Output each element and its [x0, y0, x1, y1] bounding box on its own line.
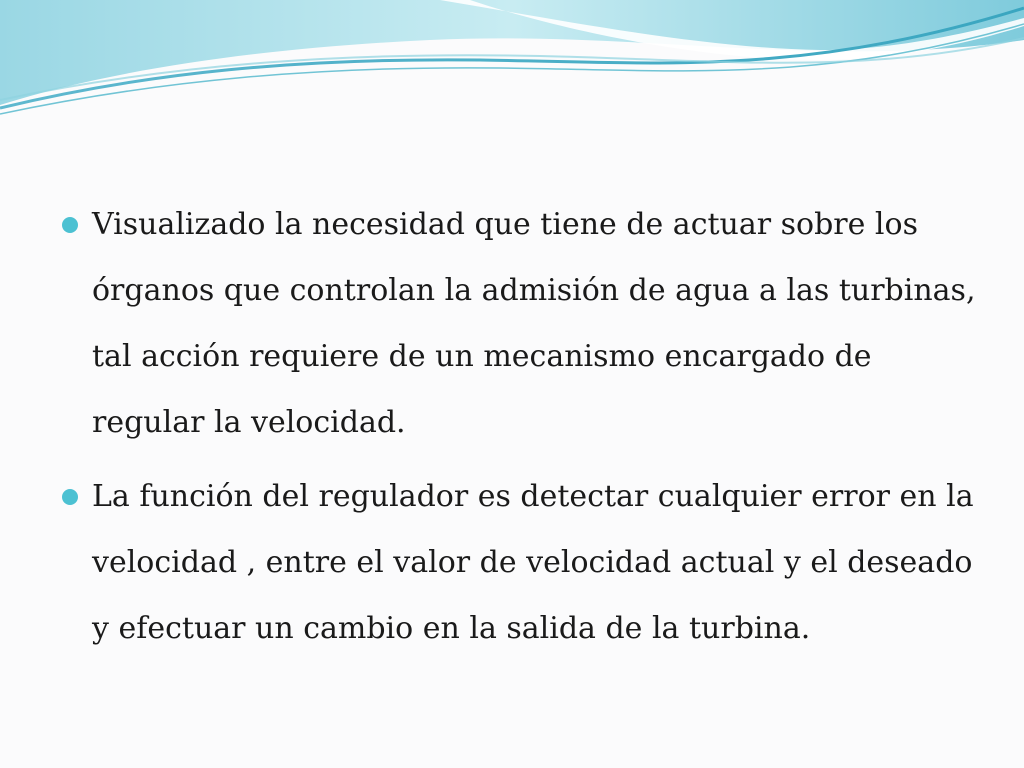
slide-body	[62, 192, 982, 670]
bullet-item-2	[62, 464, 982, 662]
bullet-text-1: Visualizado la necesidad que tiene de actuar sobre los órganos que controlan la admisión de agua a las turbinas, tal acción requiere de un mecanismo encargado de regular la velocidad.	[92, 207, 976, 440]
bullet-item-1	[62, 192, 982, 456]
decorative-header-waves	[0, 0, 1024, 130]
bullet-dot-icon	[62, 217, 78, 233]
bullet-list	[62, 192, 982, 662]
bullet-dot-icon	[62, 489, 78, 505]
bullet-text-2: La función del regulador es detectar cualquier error en la velocidad , entre el valor de velocidad actual y el deseado y efectuar un cambio en la salida de la turbina.	[92, 479, 974, 646]
